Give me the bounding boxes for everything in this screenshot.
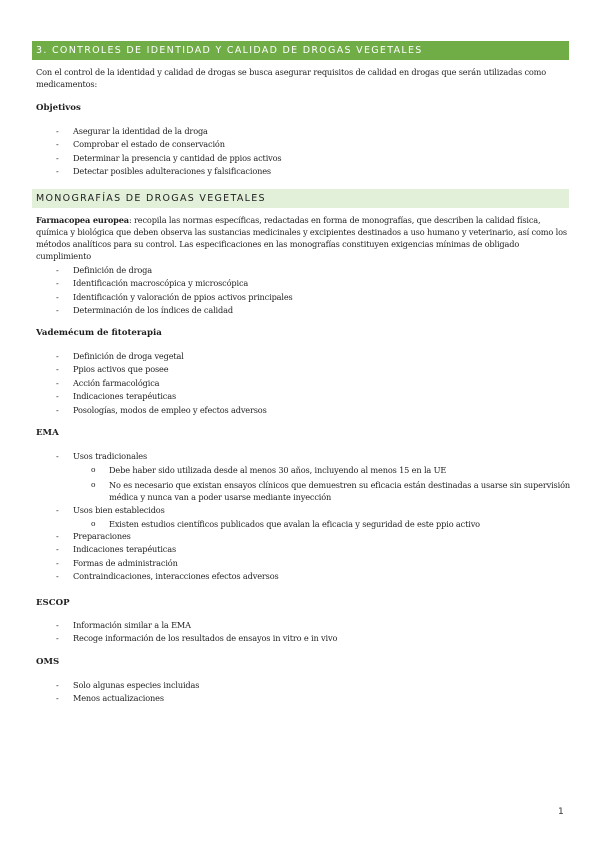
farmacopea-term: Farmacopea europea	[36, 215, 129, 225]
escop-list	[56, 619, 570, 646]
list-item: - Definición de droga vegetal	[56, 350, 570, 363]
list-item: - Posologías, modos de empleo y efectos adversos	[56, 404, 570, 417]
list-item: - Información similar a la EMA	[56, 619, 570, 632]
farmacopea-paragraph	[36, 214, 570, 262]
ema-heading: EMA	[36, 428, 59, 438]
vademecum-heading: Vademécum de fitoterapia	[36, 328, 162, 338]
list-item: - Indicaciones terapéuticas	[56, 390, 570, 403]
ema-bien-sublist	[91, 518, 570, 531]
monografias-title: MONOGRAFÍAS DE DROGAS VEGETALES	[32, 189, 569, 208]
page-number: 1	[558, 807, 564, 817]
vademecum-list	[56, 350, 570, 417]
ema-list-1	[56, 450, 570, 463]
section-title: 3. CONTROLES DE IDENTIDAD Y CALIDAD DE DROGAS VEGETALES	[32, 41, 569, 60]
sub-list-item: o Debe haber sido utilizada desde al menos 30 años, incluyendo al menos 15 en la UE	[91, 464, 570, 477]
intro-paragraph: Con el control de la identidad y calidad de drogas se busca asegurar requisitos de calidad en drogas que serán utilizadas como medicamentos:	[36, 67, 547, 89]
list-item: - Determinación de los índices de calidad	[56, 304, 570, 317]
list-item: - Usos tradicionales	[56, 450, 570, 463]
sub-list-item: o Existen estudios científicos publicados que avalan la eficacia y seguridad de este ppio activo	[91, 518, 570, 531]
ema-list-2	[56, 504, 570, 517]
ema-list-3	[56, 530, 570, 584]
list-item: - Identificación macroscópica y microscópica	[56, 277, 570, 290]
oms-list	[56, 679, 570, 706]
list-item: - Identificación y valoración de ppios activos principales	[56, 291, 570, 304]
list-item: - Definición de droga	[56, 264, 570, 277]
list-item: - Recoge información de los resultados de ensayos in vitro e in vivo	[56, 632, 570, 645]
farmacopea-text: : recopila las normas específicas, redactadas en forma de monografías, que describen la calidad física, química y biológica que deben observa las sustancias medicinales y excipientes destinados a uso humano y veterinario, así como los métodos analíticos para su control. Las especificaciones en las monografías constituyen exigencias mínimas de obligado cumplimiento	[36, 215, 567, 261]
objetivos-list	[56, 125, 570, 179]
list-item: - Determinar la presencia y cantidad de ppios activos	[56, 152, 570, 165]
escop-heading: ESCOP	[36, 598, 70, 608]
list-item: - Preparaciones	[56, 530, 570, 543]
farmacopea-list	[56, 264, 570, 318]
objetivos-heading: Objetivos	[36, 103, 81, 113]
oms-heading: OMS	[36, 657, 60, 667]
ema-tradicionales-sublist	[91, 464, 570, 504]
list-item: - Acción farmacológica	[56, 377, 570, 390]
list-item: - Solo algunas especies incluidas	[56, 679, 570, 692]
list-item: - Detectar posibles adulteraciones y falsificaciones	[56, 165, 570, 178]
sub-list-item: o No es necesario que existan ensayos clínicos que demuestren su eficacia están destinadas a usarse sin supervisión médica y nunca van a poder usarse mediante inyección	[91, 479, 570, 504]
list-item: - Asegurar la identidad de la droga	[56, 125, 570, 138]
list-item: - Menos actualizaciones	[56, 692, 570, 705]
list-item: - Ppios activos que posee	[56, 363, 570, 376]
list-item: - Indicaciones terapéuticas	[56, 543, 570, 556]
list-item: - Usos bien establecidos	[56, 504, 570, 517]
list-item: - Formas de administración	[56, 557, 570, 570]
list-item: - Comprobar el estado de conservación	[56, 138, 570, 151]
list-item: - Contraindicaciones, interacciones efectos adversos	[56, 570, 570, 583]
